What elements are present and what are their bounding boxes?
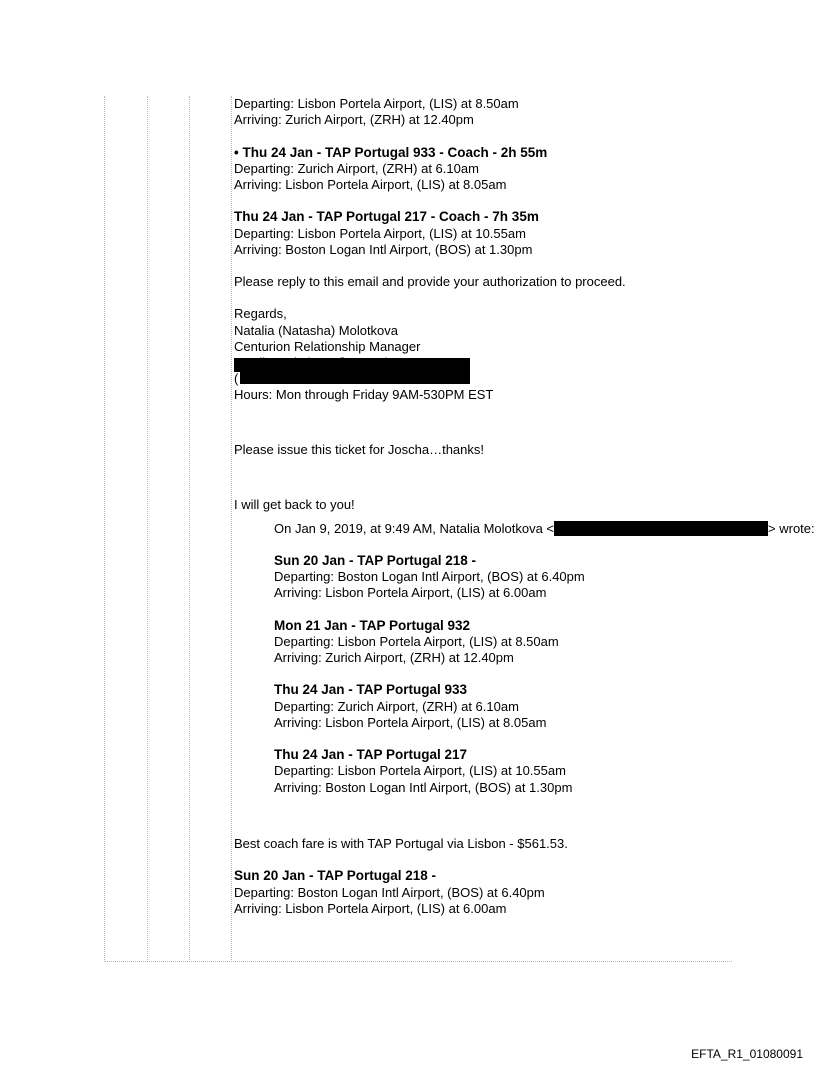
flight-heading: Mon 21 Jan - TAP Portugal 932 [274,617,471,633]
quoted-message [274,521,816,796]
signature-email [234,355,816,371]
signature-name: Natalia (Natasha) Molotkova [234,322,399,338]
text-line: Arriving: Boston Logan Intl Airport, (BOS) at 1.30pm [274,779,573,795]
signature-hours: Hours: Mon through Friday 9AM-530PM EST [234,387,494,403]
flight-heading: Sun 20 Jan - TAP Portugal 218 - [234,868,437,884]
table-border [189,96,190,962]
text-line: Departing: Boston Logan Intl Airport, (BOS) at 6.40pm [274,569,585,585]
email-body [234,96,816,917]
flight-heading: • Thu 24 Jan - TAP Portugal 933 - Coach - 2h 55m [234,144,548,160]
table-border [147,96,148,962]
text-line: Departing: Lisbon Portela Airport, (LIS) at 8.50am [274,633,559,649]
text-line: Regards, [234,306,287,322]
text-line: Please reply to this email and provide your authorization to proceed. [234,274,626,290]
text-line: Departing: Zurich Airport, (ZRH) at 6.10am [234,160,479,176]
redaction-bar [240,371,470,384]
flight-heading: Thu 24 Jan - TAP Portugal 217 - Coach - 7h 35m [234,209,539,225]
text-line: Departing: Lisbon Portela Airport, (LIS) at 10.55am [274,763,566,779]
text-line: Arriving: Lisbon Portela Airport, (LIS) at 6.00am [234,900,507,916]
flight-heading: Thu 24 Jan - TAP Portugal 933 [274,682,468,698]
text-line: Departing: Lisbon Portela Airport, (LIS) at 8.50am [234,96,519,111]
text-line: Arriving: Lisbon Portela Airport, (LIS) at 6.00am [274,585,547,601]
table-border [231,96,232,962]
quote-header-text: On Jan 9, 2019, at 9:49 AM, Natalia Molotkova < [274,520,555,536]
quote-header [274,521,816,537]
table-border [104,96,105,962]
reply-text: I will get back to you! [234,496,355,512]
text-line: Departing: Lisbon Portela Airport, (LIS) at 10.55am [234,225,526,241]
flight-heading: Sun 20 Jan - TAP Portugal 218 - [274,552,477,568]
text-line: Departing: Zurich Airport, (ZRH) at 6.10am [274,698,519,714]
text-line: Departing: Boston Logan Intl Airport, (BOS) at 6.40pm [234,884,545,900]
phone-fragment: ( [234,371,239,387]
document-id: EFTA_R1_01080091 [691,1047,803,1061]
text-line: Arriving: Lisbon Portela Airport, (LIS) at 8.05am [234,176,507,192]
flight-heading: Thu 24 Jan - TAP Portugal 217 [274,747,468,763]
signature-phone [234,371,816,387]
fare-note: Best coach fare is with TAP Portugal via Lisbon - $561.53. [234,836,568,852]
text-line: Arriving: Zurich Airport, (ZRH) at 12.40pm [234,112,474,128]
text-line: Arriving: Zurich Airport, (ZRH) at 12.40pm [274,650,514,666]
text-line: Arriving: Boston Logan Intl Airport, (BOS) at 1.30pm [234,241,533,257]
redaction-bar [234,358,470,372]
quote-header-tail: > wrote: [768,520,815,536]
redaction-bar [554,521,768,536]
signature-title: Centurion Relationship Manager [234,338,421,354]
text-line: Arriving: Lisbon Portela Airport, (LIS) at 8.05am [274,714,547,730]
reply-text: Please issue this ticket for Joscha…thanks! [234,441,485,457]
table-border-bottom [104,961,732,962]
